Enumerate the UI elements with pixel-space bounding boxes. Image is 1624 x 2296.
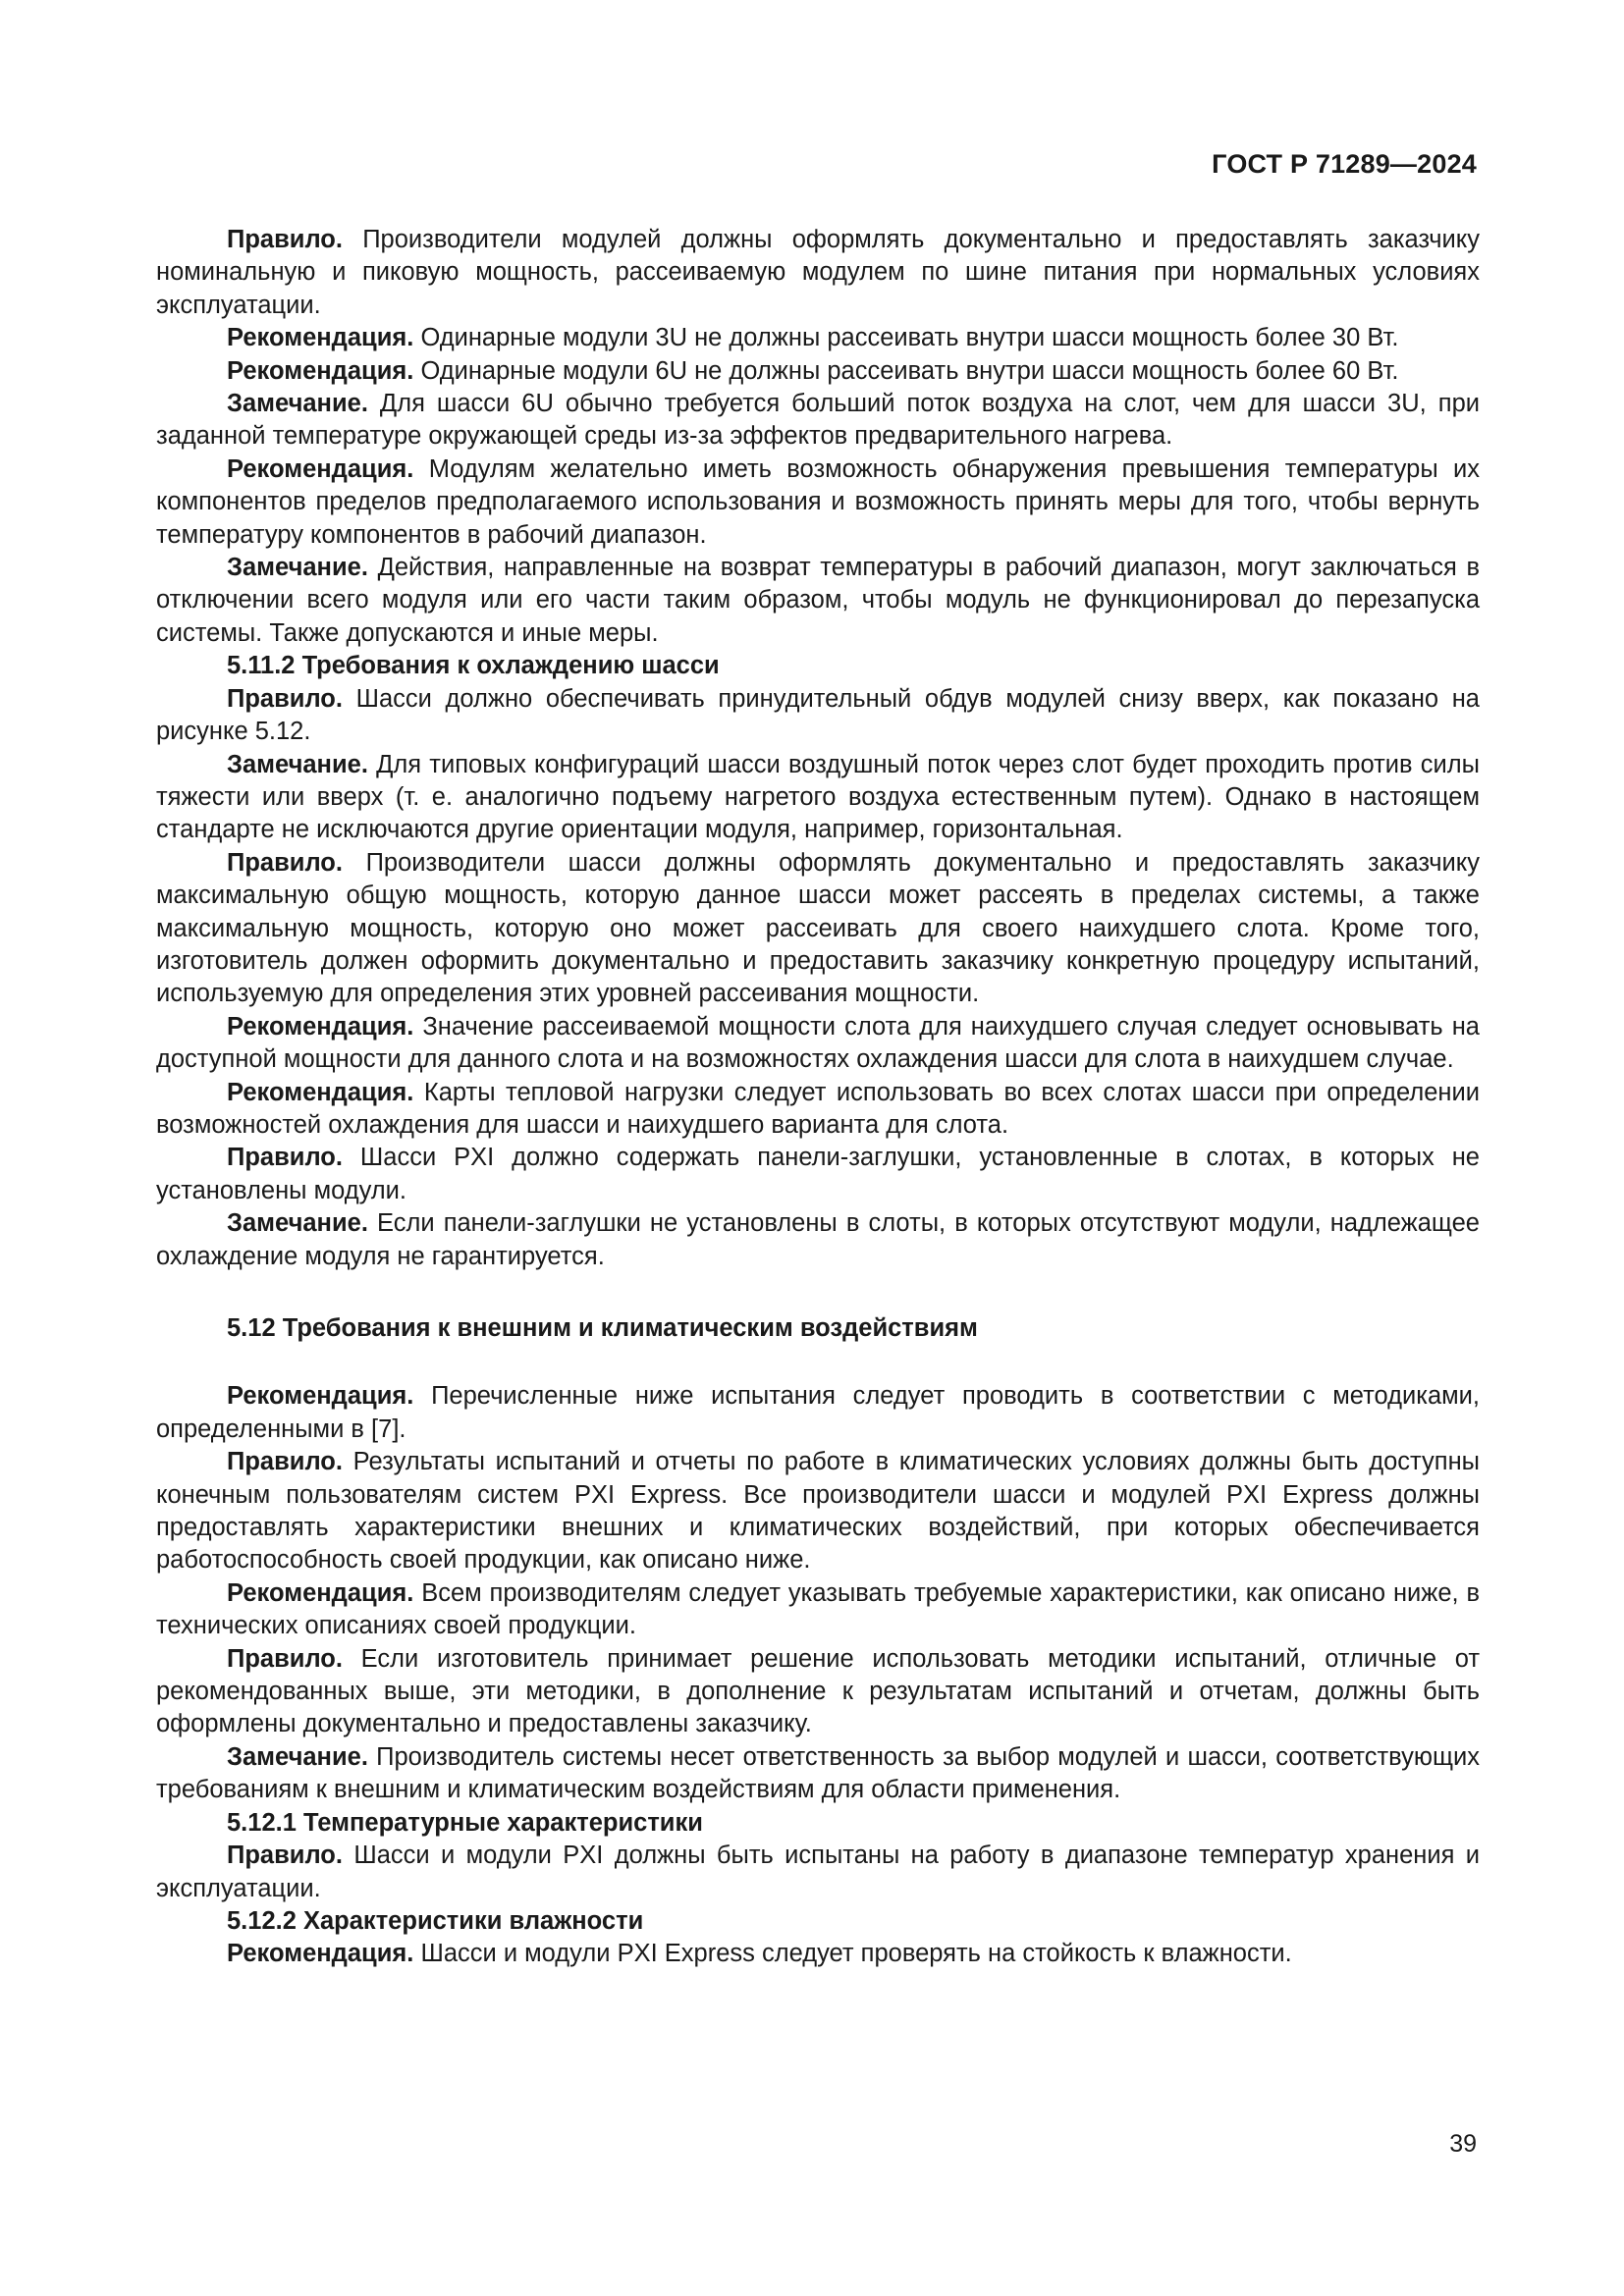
paragraph [156,1011,1480,1077]
paragraph-group [156,1840,1480,1905]
paragraph [156,1207,1480,1273]
paragraph-text: Если панели-заглушки не установлены в слоты, в которых отсутствуют модули, надлежащее охлаждение модуля не гарантируется. [156,1209,1480,1270]
paragraph-group [156,224,1480,650]
paragraph [156,1577,1480,1643]
paragraph-text: Перечисленные ниже испытания следует проводить в соответствии с методиками, определенными в [7]. [156,1382,1480,1443]
subsection-heading-5-11-2: 5.11.2 Требования к охлаждению шасси [227,652,720,680]
paragraph-text: Шасси и модули PXI должны быть испытаны на работу в диапазоне температур хранения и эксплуатации. [156,1842,1480,1902]
section-heading-5-12: 5.12 Требования к внешним и климатическим воздействиям [227,1314,978,1342]
paragraph-label: Правило. [227,1644,343,1673]
paragraph-label: Рекомендация. [227,1012,414,1041]
paragraph [156,1741,1480,1807]
paragraph [156,847,1480,1011]
paragraph-label: Правило. [227,1448,343,1476]
paragraph-label: Правило. [227,684,343,713]
paragraph-label: Замечание. [227,1209,368,1238]
paragraph-text: Модулям желательно иметь возможность обнаружения превышения температуры их компонентов пределов предполагаемого использования и возможность принять меры для того, чтобы вернуть температуру компонентов в рабочий диапазон. [156,454,1480,549]
paragraph [156,355,1480,388]
paragraph [156,1938,1480,1970]
paragraph [156,388,1480,454]
paragraph-label: Замечание. [227,554,368,582]
paragraph-group [156,1380,1480,1806]
paragraph-text: Производители модулей должны оформлять документально и предоставлять заказчику номинальную и пиковую мощность, рассеиваемую модулем по шине питания при нормальных условиях эксплуатации. [156,226,1480,319]
subsection-heading-5-12-2: 5.12.2 Характеристики влажности [227,1906,644,1935]
paragraph-text: Производитель системы несет ответственность за выбор модулей и шасси, соответствующих требованиям к внешним и климатическим воздействиям для области применения. [156,1742,1480,1804]
paragraph-label: Правило. [227,226,343,253]
paragraph-label: Правило. [227,1144,343,1172]
paragraph [156,683,1480,749]
paragraph-text: Действия, направленные на возврат температуры в рабочий диапазон, могут заключаться в отключении всего модуля или его части таким образом, чтобы модуль не функционировал до перезапуска системы. Также допускаются и иные меры. [156,554,1480,647]
paragraph-text: Значение рассеиваемой мощности слота для наихудшего случая следует основывать на доступной мощности для данного слота и на возможностях охлаждения шасси для слота в наихудшем случае. [156,1012,1480,1074]
paragraph [156,1142,1480,1207]
paragraph [156,224,1480,322]
paragraph-label: Замечание. [227,1742,368,1771]
paragraph-text: Шасси PXI должно содержать панели-заглушки, установленные в слотах, в которых не установлены модули. [156,1144,1480,1204]
paragraph-label: Рекомендация. [227,1382,414,1411]
document-body [156,224,1480,1971]
paragraph-label: Рекомендация. [227,324,414,352]
paragraph-label: Замечание. [227,750,368,778]
paragraph-text: Одинарные модули 3U не должны рассеивать внутри шасси мощность более 30 Вт. [413,324,1399,352]
paragraph [156,322,1480,354]
subsection-heading-5-12-1: 5.12.1 Температурные характеристики [227,1808,703,1837]
paragraph-label: Рекомендация. [227,1578,414,1607]
paragraph-text: Всем производителям следует указывать требуемые характеристики, как описано ниже, в технических описаниях своей продукции. [156,1578,1480,1640]
paragraph [156,1446,1480,1577]
paragraph-text: Шасси и модули PXI Express следует проверять на стойкость к влажности. [413,1940,1292,1968]
paragraph-label: Рекомендация. [227,454,414,483]
paragraph [156,1643,1480,1741]
paragraph-text: Для шасси 6U обычно требуется больший поток воздуха на слот, чем для шасси 3U, при заданной температуре окружающей среды из-за эффектов предварительного нагрева. [156,390,1480,451]
paragraph-text: Одинарные модули 6U не должны рассеивать внутри шасси мощность более 60 Вт. [413,356,1399,385]
paragraph-label: Рекомендация. [227,1940,414,1968]
paragraph [156,454,1480,552]
paragraph-text: Карты тепловой нагрузки следует использовать во всех слотах шасси при определении возможностей охлаждения для шасси и наихудшего варианта для слота. [156,1078,1480,1139]
paragraph [156,1380,1480,1446]
paragraph [156,749,1480,847]
paragraph-text: Если изготовитель принимает решение использовать методики испытаний, отличные от рекомендованных выше, эти методики, в дополнение к результатам испытаний и отчетам, должны быть оформлены документально и предоставлены заказчику. [156,1644,1480,1738]
paragraph-text: Для типовых конфигураций шасси воздушный поток через слот будет проходить против силы тяжести или вверх (т. е. аналогично подъему нагретого воздуха естественным путем). Однако в настоящем стандарте не исключаются другие ориентации модуля, например, горизонтальная. [156,750,1480,844]
paragraph-label: Замечание. [227,390,368,418]
document-designation: ГОСТ Р 71289—2024 [1212,149,1477,179]
paragraph-label: Рекомендация. [227,1078,414,1106]
paragraph-text: Результаты испытаний и отчеты по работе в климатических условиях должны быть доступны конечным пользователям систем PXI Express. Все производители шасси и модулей PXI Express должны предоставлять характеристики внешних и климатических воздействий, при которых обеспечивается работоспособность своей продукции, как описано ниже. [156,1448,1480,1575]
paragraph-text: Шасси должно обеспечивать принудительный обдув модулей снизу вверх, как показано на рисунке 5.12. [156,684,1480,746]
paragraph [156,1840,1480,1905]
paragraph-label: Правило. [227,1842,343,1870]
paragraph [156,552,1480,650]
paragraph-text: Производители шасси должны оформлять документально и предоставлять заказчику максимальную общую мощность, которую данное шасси может рассеять в пределах системы, а также максимальную мощность, которую оно может рассеивать для своего наихудшего слота. Кроме того, изготовитель должен оформить документально и предоставить заказчику конкретную процедуру испытаний, используемую для определения этих уровней рассеивания мощности. [156,848,1480,1008]
paragraph-label: Правило. [227,848,343,877]
paragraph-label: Рекомендация. [227,356,414,385]
paragraph [156,1077,1480,1143]
paragraph-group [156,1938,1480,1970]
page-number: 39 [1449,2130,1477,2158]
paragraph-group [156,683,1480,1273]
